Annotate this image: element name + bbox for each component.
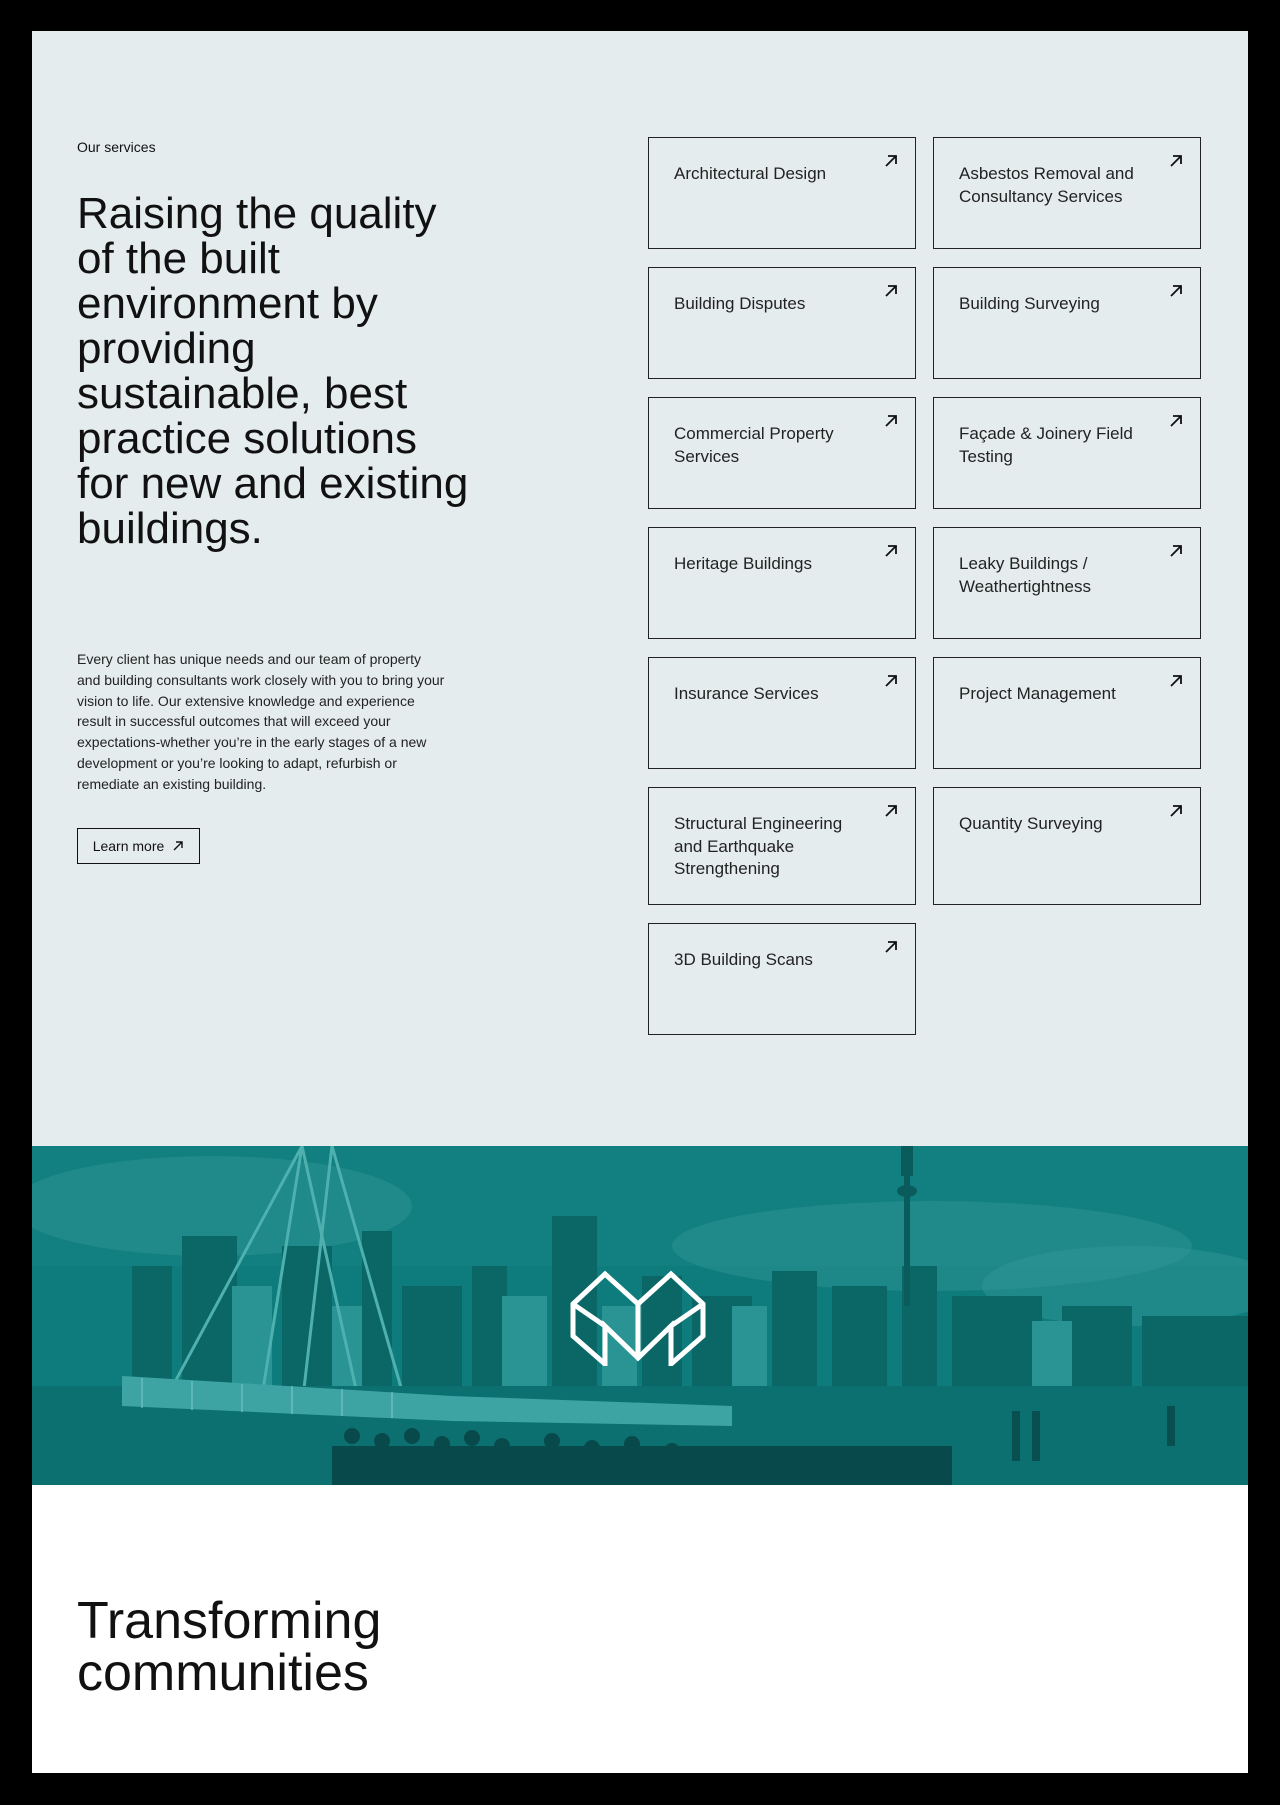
- arrow-up-right-icon: [883, 283, 899, 299]
- company-logo-icon: [569, 1266, 707, 1366]
- page-frame: [32, 31, 1248, 1773]
- service-card-building-surveying[interactable]: [933, 267, 1201, 379]
- service-card-heritage-buildings[interactable]: [648, 527, 916, 639]
- service-card-insurance-services[interactable]: [648, 657, 916, 769]
- service-card-label: Asbestos Removal and Consultancy Services: [959, 164, 1134, 206]
- arrow-up-right-icon: [883, 803, 899, 819]
- service-card-structural-engineering[interactable]: [648, 787, 916, 905]
- service-card-leaky-buildings[interactable]: [933, 527, 1201, 639]
- arrow-up-right-icon: [1168, 673, 1184, 689]
- service-card-facade-joinery[interactable]: [933, 397, 1201, 509]
- arrow-up-right-icon: [172, 840, 184, 852]
- arrow-up-right-icon: [883, 153, 899, 169]
- services-grid: [648, 137, 1201, 1035]
- service-card-architectural-design[interactable]: [648, 137, 916, 249]
- arrow-up-right-icon: [883, 939, 899, 955]
- arrow-up-right-icon: [883, 413, 899, 429]
- service-card-label: Architectural Design: [674, 164, 827, 183]
- arrow-up-right-icon: [1168, 153, 1184, 169]
- service-card-label: Heritage Buildings: [674, 554, 812, 573]
- services-headline: Raising the quality of the built environment by providing sustainable, best practice solutions for new and existing buildings.: [77, 189, 469, 553]
- service-card-building-disputes[interactable]: [648, 267, 916, 379]
- service-card-label: Insurance Services: [674, 684, 819, 703]
- service-card-project-management[interactable]: [933, 657, 1201, 769]
- section-eyebrow: Our services: [77, 139, 156, 155]
- service-card-commercial-property[interactable]: [648, 397, 916, 509]
- service-card-asbestos-removal[interactable]: [933, 137, 1201, 249]
- service-card-3d-building-scans[interactable]: [648, 923, 916, 1035]
- service-card-label: Façade & Joinery Field Testing: [959, 424, 1133, 466]
- services-intro: Every client has unique needs and our team of property and building consultants work closely with you to bring your vision to life. Our extensive knowledge and experience result in successful outcomes that will exceed your expectations-whether you’re in the early stages of a new development or you’re looking to adapt, refurbish or remediate an existing building.: [77, 651, 445, 792]
- arrow-up-right-icon: [883, 543, 899, 559]
- city-banner: [32, 1146, 1248, 1485]
- service-card-label: Commercial Property Services: [674, 424, 834, 466]
- section-heading: Transforming communities: [77, 1592, 382, 1702]
- service-card-label: Leaky Buildings / Weathertightness: [959, 554, 1091, 596]
- service-card-label: Quantity Surveying: [959, 814, 1103, 833]
- service-card-label: Project Management: [959, 684, 1116, 703]
- arrow-up-right-icon: [883, 673, 899, 689]
- service-card-label: Building Surveying: [959, 294, 1100, 313]
- arrow-up-right-icon: [1168, 413, 1184, 429]
- arrow-up-right-icon: [1168, 283, 1184, 299]
- service-card-label: 3D Building Scans: [674, 950, 813, 969]
- services-section: [32, 31, 1248, 1146]
- transforming-section: [32, 1485, 1248, 1773]
- service-card-quantity-surveying[interactable]: [933, 787, 1201, 905]
- arrow-up-right-icon: [1168, 803, 1184, 819]
- service-card-label: Structural Engineering and Earthquake Strengthening: [674, 814, 843, 878]
- learn-more-label: Learn more: [92, 838, 165, 854]
- learn-more-button[interactable]: [77, 828, 200, 864]
- service-card-label: Building Disputes: [674, 294, 806, 313]
- arrow-up-right-icon: [1168, 543, 1184, 559]
